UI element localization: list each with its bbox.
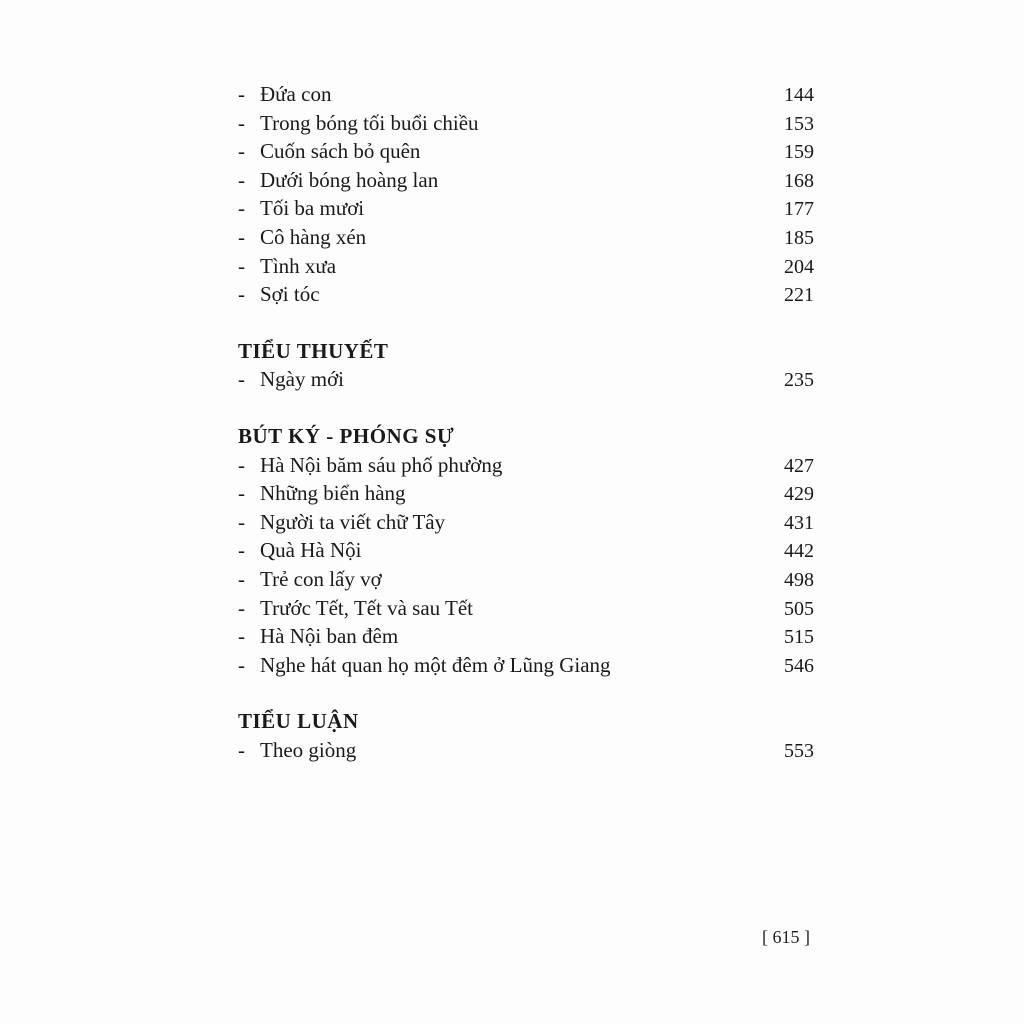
toc-entry-title-group xyxy=(238,109,479,138)
toc-entry-title: Cô hàng xén xyxy=(260,224,367,249)
toc-entry-page: 153 xyxy=(784,112,814,135)
toc-entry-dash: - xyxy=(238,110,245,135)
toc-entry-title-group xyxy=(238,252,336,281)
toc-entry-page: 498 xyxy=(784,568,814,591)
toc-entry-title: Người ta viết chữ Tây xyxy=(260,509,446,534)
toc-entry-dash: - xyxy=(238,282,245,307)
toc-entry-dash: - xyxy=(238,167,245,192)
toc-entry xyxy=(238,252,814,281)
toc-entry xyxy=(238,736,814,765)
toc-entry-title: Dưới bóng hoàng lan xyxy=(260,167,439,192)
toc-entry xyxy=(238,565,814,594)
toc-entry-title: Sợi tóc xyxy=(260,282,320,307)
toc-entry-title-group xyxy=(238,651,611,680)
toc-entry xyxy=(238,223,814,252)
toc-entry-title: Tình xưa xyxy=(260,253,337,278)
toc-entry xyxy=(238,80,814,109)
toc-entry xyxy=(238,594,814,623)
toc-entry-title-group xyxy=(238,594,473,623)
toc-entry-title: Cuốn sách bỏ quên xyxy=(260,139,421,164)
toc-entry-title: Quà Hà Nội xyxy=(260,538,362,563)
toc-entry-title-group xyxy=(238,223,366,252)
toc-entry-title-group xyxy=(238,80,331,109)
toc-entry-dash: - xyxy=(238,82,245,106)
toc-entry-title: Hà Nội băm sáu phố phường xyxy=(260,452,503,477)
toc-entry-page: 159 xyxy=(784,141,814,164)
toc-entry-page: 235 xyxy=(784,369,814,392)
toc-entry-title-group xyxy=(238,479,406,508)
toc-entry-page: 427 xyxy=(784,454,814,477)
toc-entry-title: Đứa con xyxy=(260,82,332,106)
toc-entry-page: 546 xyxy=(784,654,814,677)
toc-entry-title: Trong bóng tối buổi chiều xyxy=(260,110,479,135)
toc-entry-page: 221 xyxy=(784,284,814,307)
toc-entry-title-group xyxy=(238,736,356,765)
toc-entry xyxy=(238,194,814,223)
toc-entry xyxy=(238,451,814,480)
toc-entry-page: 505 xyxy=(784,597,814,620)
toc-entry-page: 177 xyxy=(784,198,814,221)
toc-entry-dash: - xyxy=(238,566,245,591)
toc-entry-title: Tối ba mươi xyxy=(260,196,365,221)
toc-entry-dash: - xyxy=(238,481,245,506)
toc-entry-dash: - xyxy=(238,624,245,649)
section-spacer xyxy=(238,679,814,707)
toc-entry-page: 168 xyxy=(784,169,814,192)
toc-entry xyxy=(238,280,814,309)
toc-entry-page: 429 xyxy=(784,483,814,506)
section-spacer xyxy=(238,309,814,337)
toc-entry-title-group xyxy=(238,565,382,594)
toc-entry-dash: - xyxy=(238,196,245,221)
toc-entry-title-group xyxy=(238,166,438,195)
toc-entry-page: 431 xyxy=(784,511,814,534)
toc-entry xyxy=(238,109,814,138)
toc-entry-dash: - xyxy=(238,509,245,534)
toc-entry-page: 144 xyxy=(784,84,814,106)
toc-entry-dash: - xyxy=(238,737,245,762)
toc-entry-title: Những biển hàng xyxy=(260,481,406,506)
toc-entry-title-group xyxy=(238,280,320,309)
toc-entry-dash: - xyxy=(238,452,245,477)
toc-entry-dash: - xyxy=(238,652,245,677)
toc-entry-title-group xyxy=(238,536,361,565)
toc-entry xyxy=(238,508,814,537)
toc-entry-page: 204 xyxy=(784,255,814,278)
section-spacer xyxy=(238,394,814,422)
toc-entry-dash: - xyxy=(238,538,245,563)
toc-entry-dash: - xyxy=(238,139,245,164)
toc-entry-title-group xyxy=(238,451,502,480)
toc-entry-title: Hà Nội ban đêm xyxy=(260,624,399,649)
toc-entry xyxy=(238,651,814,680)
toc-entry xyxy=(238,365,814,394)
toc-entry xyxy=(238,536,814,565)
table-of-contents xyxy=(238,80,814,764)
toc-entry-dash: - xyxy=(238,224,245,249)
toc-entry-dash: - xyxy=(238,253,245,278)
toc-entry xyxy=(238,137,814,166)
toc-entry-dash: - xyxy=(238,595,245,620)
toc-entry-title-group xyxy=(238,622,398,651)
toc-entry-title: Nghe hát quan họ một đêm ở Lũng Giang xyxy=(260,652,611,677)
toc-entry-page: 515 xyxy=(784,626,814,649)
toc-entry-title-group xyxy=(238,194,364,223)
toc-entry xyxy=(238,479,814,508)
toc-entry xyxy=(238,622,814,651)
section-heading: BÚT KÝ - PHÓNG SỰ xyxy=(238,423,455,448)
toc-entry-title: Theo giòng xyxy=(260,737,357,762)
toc-entry-title: Trước Tết, Tết và sau Tết xyxy=(260,595,474,620)
toc-entry-dash: - xyxy=(238,367,245,392)
section-heading: TIỂU THUYẾT xyxy=(238,338,389,363)
toc-entry-page: 442 xyxy=(784,540,814,563)
toc-entry xyxy=(238,166,814,195)
toc-entry-title: Ngày mới xyxy=(260,367,345,392)
page-number: [ 615 ] xyxy=(762,927,810,947)
toc-entry-title-group xyxy=(238,508,445,537)
section-heading: TIỂU LUẬN xyxy=(238,709,359,734)
toc-entry-page: 185 xyxy=(784,226,814,249)
toc-entry-title-group xyxy=(238,137,420,166)
toc-entry-title: Trẻ con lấy vợ xyxy=(260,566,382,591)
toc-entry-page: 553 xyxy=(784,739,814,762)
toc-entry-title-group xyxy=(238,365,344,394)
